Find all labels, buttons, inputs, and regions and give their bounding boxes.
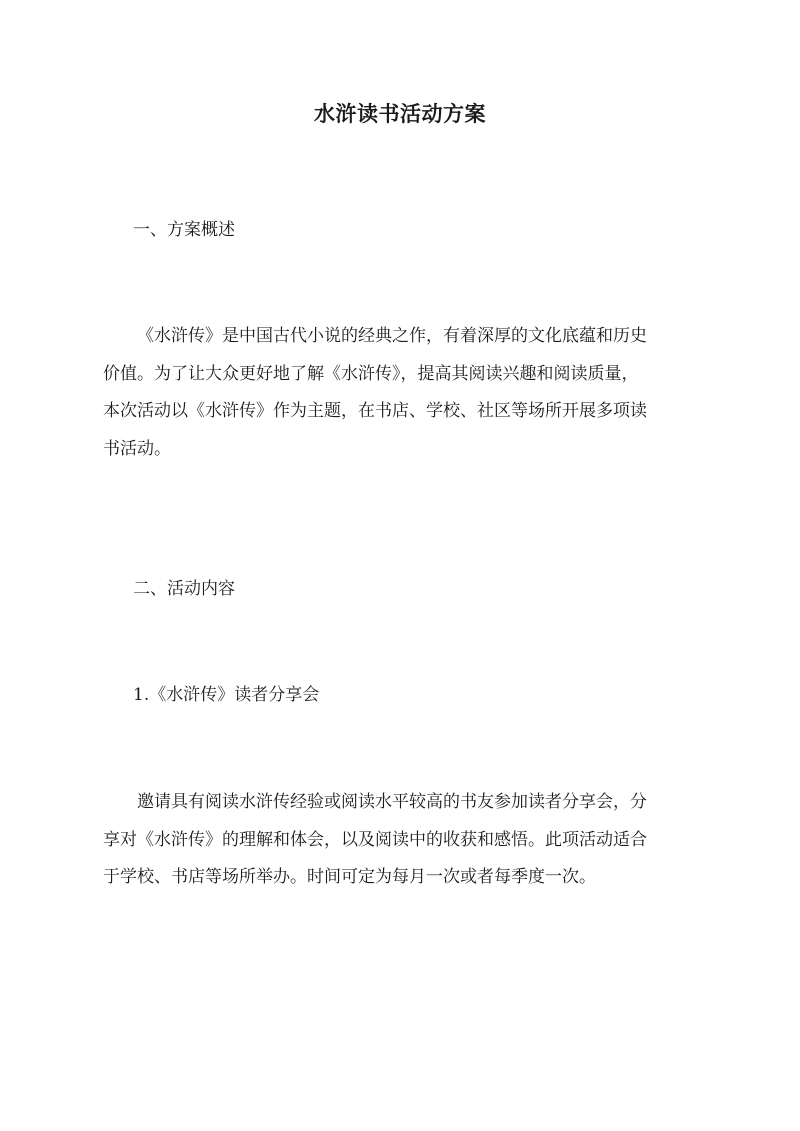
document-title: 水浒读书活动方案 xyxy=(314,101,486,126)
paragraph-line: 邀请具有阅读水浒传经验或阅读水平较高的书友参加读者分享会，分 xyxy=(137,792,647,812)
reader-sharing-paragraph xyxy=(103,784,703,897)
paragraph-line: 书活动。 xyxy=(103,438,171,459)
paragraph-line: 《水浒传》是中国古代小说的经典之作，有着深厚的文化底蕴和历史 xyxy=(137,326,647,346)
section-heading-overview: 一、方案概述 xyxy=(133,220,235,240)
paragraph-line: 享对《水浒传》的理解和体会，以及阅读中的收获和感悟。此项活动适合 xyxy=(103,829,647,850)
overview-paragraph xyxy=(103,318,703,468)
item-heading-reader-sharing: 1.《水浒传》读者分享会 xyxy=(133,685,320,705)
section-heading-content: 二、活动内容 xyxy=(133,579,235,599)
paragraph-line: 于学校、书店等场所举办。时间可定为每月一次或者每季度一次。 xyxy=(103,867,596,887)
paragraph-line: 本次活动以《水浒传》作为主题，在书店、学校、社区等场所开展多项读 xyxy=(103,401,647,421)
paragraph-line: 价值。为了让大众更好地了解《水浒传》，提高其阅读兴趣和阅读质量， xyxy=(103,363,639,384)
